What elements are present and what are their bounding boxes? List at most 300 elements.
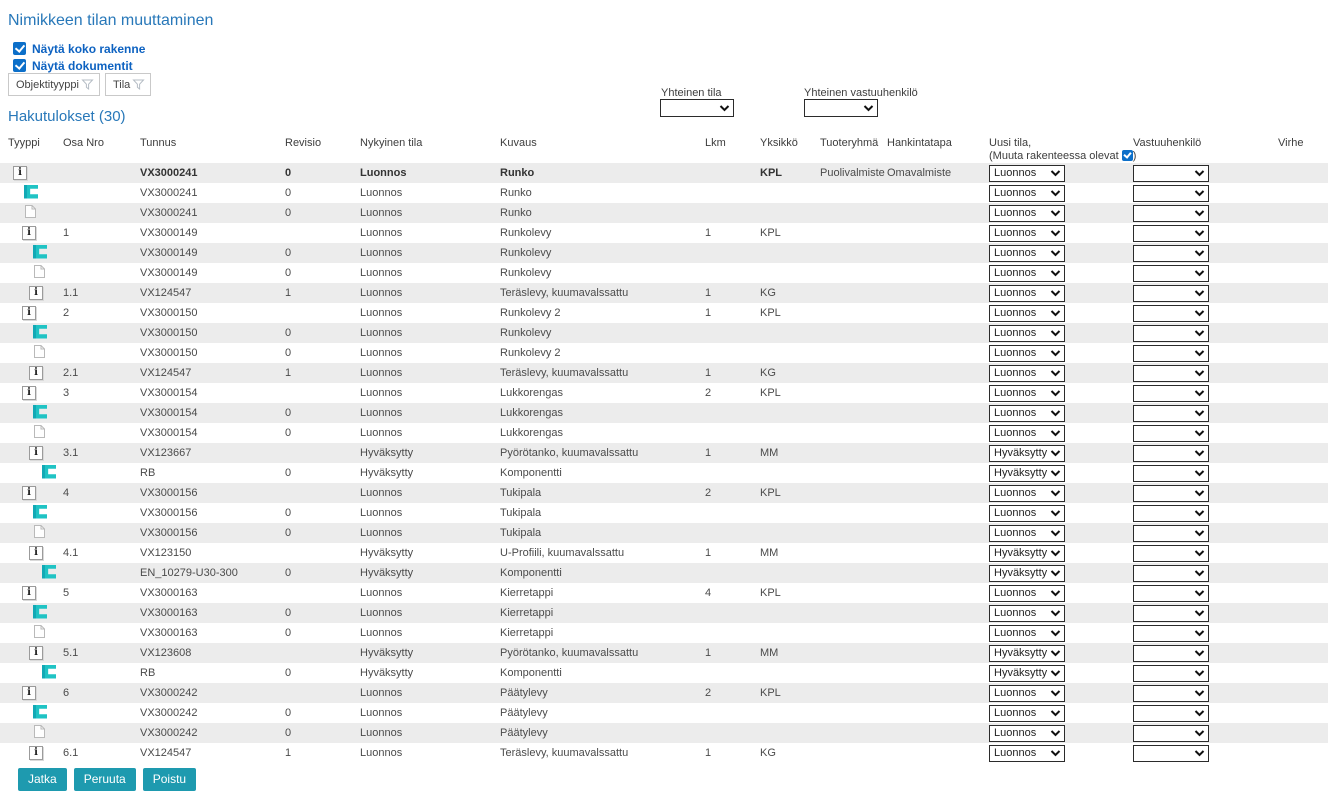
vastuuhenkilo-cell xyxy=(1130,683,1268,703)
table-row xyxy=(0,423,1328,443)
vastuuhenkilo-cell xyxy=(1130,283,1268,303)
table-header-row xyxy=(0,134,1328,163)
lkm-cell xyxy=(700,703,758,723)
uusi-tila-select[interactable]: Luonnos xyxy=(989,265,1065,282)
vastuuhenkilo-select[interactable] xyxy=(1133,185,1209,202)
column-header-nykyinen-tila: Nykyinen tila xyxy=(360,137,423,149)
tunnus-cell: VX3000154 xyxy=(140,427,198,439)
show-full-structure-option[interactable] xyxy=(13,40,145,57)
table-row xyxy=(0,523,1328,543)
uusi-tila-select[interactable]: Luonnos xyxy=(989,725,1065,742)
type-cell xyxy=(0,203,60,223)
page-title: Nimikkeen tilan muuttaminen xyxy=(8,12,214,29)
type-cell xyxy=(0,343,60,363)
kuvaus-cell: Komponentti xyxy=(500,667,562,679)
osa-nro-cell xyxy=(60,163,138,183)
chevron-down-icon xyxy=(1050,570,1061,577)
vastuuhenkilo-cell xyxy=(1130,623,1268,643)
nykyinen-tila-cell: Luonnos xyxy=(360,167,407,179)
type-cell xyxy=(0,703,60,723)
tuoteryhma-cell xyxy=(816,603,884,623)
type-cell xyxy=(0,263,60,283)
cad-model-icon xyxy=(33,605,47,619)
table-row xyxy=(0,283,1328,303)
yksikko-cell xyxy=(758,403,816,423)
info-icon[interactable] xyxy=(13,166,27,180)
uusi-tila-cell xyxy=(985,483,1130,503)
nykyinen-tila-cell: Luonnos xyxy=(360,267,403,279)
type-cell xyxy=(0,643,60,663)
status-filter-button[interactable] xyxy=(105,73,151,96)
tuoteryhma-cell xyxy=(816,303,884,323)
osa-nro-cell: 6.1 xyxy=(63,747,79,759)
tunnus-cell: VX124547 xyxy=(140,287,192,299)
uusi-tila-cell xyxy=(985,163,1130,183)
revisio-cell xyxy=(283,583,358,603)
nykyinen-tila-cell: Luonnos xyxy=(360,247,403,259)
hankintatapa-cell xyxy=(884,703,985,723)
chevron-down-icon xyxy=(1194,290,1205,297)
type-cell xyxy=(0,503,60,523)
vastuuhenkilo-cell xyxy=(1130,243,1268,263)
info-icon[interactable] xyxy=(29,746,43,760)
tunnus-cell: VX3000149 xyxy=(140,227,198,239)
vastuuhenkilo-select[interactable] xyxy=(1133,165,1209,182)
uusi-tila-select[interactable]: Luonnos xyxy=(989,745,1065,762)
tuoteryhma-cell xyxy=(816,223,884,243)
lkm-cell xyxy=(700,463,758,483)
kuvaus-cell: Tukipala xyxy=(500,507,542,519)
uusi-tila-select[interactable]: Luonnos xyxy=(989,205,1065,222)
lkm-cell: 1 xyxy=(705,227,712,239)
hankintatapa-cell xyxy=(884,423,985,443)
info-icon[interactable] xyxy=(29,366,43,380)
type-cell xyxy=(0,563,60,583)
table-row xyxy=(0,223,1328,243)
lkm-cell xyxy=(700,263,758,283)
uusi-tila-select[interactable]: Luonnos xyxy=(989,585,1065,602)
uusi-tila-cell xyxy=(985,563,1130,583)
uusi-tila-cell xyxy=(985,603,1130,623)
tunnus-cell: VX124547 xyxy=(140,367,192,379)
lkm-cell xyxy=(700,163,758,183)
type-cell xyxy=(0,583,60,603)
tunnus-cell: VX3000241 xyxy=(140,187,198,199)
uusi-tila-cell xyxy=(985,183,1130,203)
nykyinen-tila-cell: Luonnos xyxy=(360,687,403,699)
revisio-cell xyxy=(283,383,358,403)
revisio-cell: 0 xyxy=(285,467,292,479)
chevron-down-icon xyxy=(1050,670,1061,677)
type-cell xyxy=(0,663,60,683)
hankintatapa-cell xyxy=(884,443,985,463)
vastuuhenkilo-cell xyxy=(1130,583,1268,603)
vastuuhenkilo-select[interactable] xyxy=(1133,505,1209,522)
uusi-tila-cell xyxy=(985,743,1130,763)
vastuuhenkilo-select[interactable] xyxy=(1133,245,1209,262)
nykyinen-tila-cell: Luonnos xyxy=(360,727,403,739)
uusi-tila-cell xyxy=(985,723,1130,743)
nykyinen-tila-cell: Luonnos xyxy=(360,507,403,519)
virhe-cell xyxy=(1268,283,1328,303)
kuvaus-cell: Päätylevy xyxy=(500,727,548,739)
type-cell xyxy=(0,523,60,543)
nykyinen-tila-cell: Luonnos xyxy=(360,627,403,639)
table-row xyxy=(0,703,1328,723)
revisio-cell: 1 xyxy=(285,287,292,299)
vastuuhenkilo-select[interactable] xyxy=(1133,485,1209,502)
nykyinen-tila-cell: Hyväksytty xyxy=(360,567,414,579)
vastuuhenkilo-select[interactable] xyxy=(1133,465,1209,482)
vastuuhenkilo-select[interactable] xyxy=(1133,685,1209,702)
vastuuhenkilo-select[interactable] xyxy=(1133,265,1209,282)
column-header-yksikko: Yksikkö xyxy=(760,137,798,149)
osa-nro-cell xyxy=(60,703,138,723)
table-row xyxy=(0,343,1328,363)
uusi-tila-select[interactable]: Luonnos xyxy=(989,365,1065,382)
uusi-tila-select[interactable]: Luonnos xyxy=(989,505,1065,522)
kuvaus-cell: Runkolevy 2 xyxy=(500,307,561,319)
info-icon[interactable] xyxy=(22,386,36,400)
nykyinen-tila-cell: Luonnos xyxy=(360,407,403,419)
tuoteryhma-cell xyxy=(816,623,884,643)
vastuuhenkilo-cell xyxy=(1130,743,1268,763)
uusi-tila-select[interactable]: Hyväksytty xyxy=(989,445,1065,462)
osa-nro-cell: 2.1 xyxy=(63,367,79,379)
uusi-tila-select[interactable]: Luonnos xyxy=(989,225,1065,242)
uusi-tila-select[interactable]: Luonnos xyxy=(989,345,1065,362)
column-header-hankintatapa: Hankintatapa xyxy=(887,137,952,149)
vastuuhenkilo-select[interactable] xyxy=(1133,365,1209,382)
hankintatapa-cell xyxy=(884,403,985,423)
yksikko-cell xyxy=(758,623,816,643)
virhe-cell xyxy=(1268,403,1328,423)
revisio-cell xyxy=(283,223,358,243)
virhe-cell xyxy=(1268,643,1328,663)
vastuuhenkilo-select[interactable] xyxy=(1133,645,1209,662)
type-cell xyxy=(0,163,60,183)
hankintatapa-cell xyxy=(884,683,985,703)
info-icon[interactable] xyxy=(29,286,43,300)
chevron-down-icon xyxy=(1194,610,1205,617)
lkm-cell: 1 xyxy=(705,367,712,379)
vastuuhenkilo-select[interactable] xyxy=(1133,285,1209,302)
uusi-tila-select[interactable]: Hyväksytty xyxy=(989,645,1065,662)
lkm-cell xyxy=(700,623,758,643)
nykyinen-tila-cell: Luonnos xyxy=(360,307,403,319)
lkm-cell xyxy=(700,403,758,423)
document-icon xyxy=(33,624,46,639)
virhe-cell xyxy=(1268,663,1328,683)
funnel-icon xyxy=(132,79,145,91)
muuta-rakenteessa-checkbox[interactable] xyxy=(1122,150,1133,161)
info-icon[interactable] xyxy=(29,546,43,560)
uusi-tila-cell xyxy=(985,403,1130,423)
osa-nro-cell xyxy=(60,243,138,263)
tuoteryhma-cell xyxy=(816,483,884,503)
virhe-cell xyxy=(1268,603,1328,623)
uusi-tila-select[interactable]: Hyväksytty xyxy=(989,465,1065,482)
nykyinen-tila-cell: Luonnos xyxy=(360,607,403,619)
vastuuhenkilo-select[interactable] xyxy=(1133,665,1209,682)
osa-nro-cell xyxy=(60,323,138,343)
type-cell xyxy=(0,623,60,643)
uusi-tila-cell xyxy=(985,503,1130,523)
kuvaus-cell: Runko xyxy=(500,167,535,179)
vastuuhenkilo-select[interactable] xyxy=(1133,725,1209,742)
chevron-down-icon xyxy=(1194,750,1205,757)
table-row xyxy=(0,383,1328,403)
info-icon[interactable] xyxy=(22,686,36,700)
lkm-cell xyxy=(700,183,758,203)
uusi-tila-select[interactable]: Luonnos xyxy=(989,685,1065,702)
yksikko-cell xyxy=(758,723,816,743)
kuvaus-cell: Kierretappi xyxy=(500,587,554,599)
virhe-cell xyxy=(1268,343,1328,363)
tuoteryhma-cell xyxy=(816,203,884,223)
kuvaus-cell: Tukipala xyxy=(500,487,542,499)
chevron-down-icon xyxy=(1194,370,1205,377)
action-buttons xyxy=(18,768,196,791)
osa-nro-cell xyxy=(60,723,138,743)
yksikko-cell: MM xyxy=(760,547,779,559)
tuoteryhma-cell xyxy=(816,403,884,423)
chevron-down-icon xyxy=(1050,310,1061,317)
info-icon[interactable] xyxy=(22,586,36,600)
vastuuhenkilo-cell xyxy=(1130,163,1268,183)
yksikko-cell: KPL xyxy=(760,227,781,239)
revisio-cell: 0 xyxy=(285,627,292,639)
vastuuhenkilo-cell xyxy=(1130,343,1268,363)
chevron-down-icon xyxy=(1050,630,1061,637)
osa-nro-cell: 6 xyxy=(63,687,70,699)
uusi-tila-select[interactable]: Luonnos xyxy=(989,425,1065,442)
uusi-tila-select[interactable]: Luonnos xyxy=(989,605,1065,622)
revisio-cell: 0 xyxy=(285,347,292,359)
table-row xyxy=(0,163,1328,183)
kuvaus-cell: Komponentti xyxy=(500,467,562,479)
type-cell xyxy=(0,723,60,743)
kuvaus-cell: Runkolevy xyxy=(500,267,552,279)
osa-nro-cell: 4 xyxy=(63,487,70,499)
uusi-tila-select[interactable]: Luonnos xyxy=(989,245,1065,262)
uusi-tila-select[interactable]: Luonnos xyxy=(989,485,1065,502)
type-cell xyxy=(0,323,60,343)
kuvaus-cell: Kierretappi xyxy=(500,627,554,639)
vastuuhenkilo-select[interactable] xyxy=(1133,585,1209,602)
cad-model-icon xyxy=(24,185,38,199)
vastuuhenkilo-select[interactable] xyxy=(1133,625,1209,642)
poistu-button[interactable]: Poistu xyxy=(143,768,196,791)
vastuuhenkilo-select[interactable] xyxy=(1133,525,1209,542)
uusi-tila-select[interactable]: Luonnos xyxy=(989,165,1065,182)
type-cell xyxy=(0,183,60,203)
virhe-cell xyxy=(1268,383,1328,403)
uusi-tila-cell xyxy=(985,443,1130,463)
virhe-cell xyxy=(1268,523,1328,543)
revisio-cell xyxy=(283,543,358,563)
show-documents-option[interactable] xyxy=(13,57,145,74)
hankintatapa-cell xyxy=(884,243,985,263)
chevron-down-icon xyxy=(1194,350,1205,357)
revisio-cell: 0 xyxy=(285,667,292,679)
tunnus-cell: VX3000154 xyxy=(140,407,198,419)
table-row xyxy=(0,403,1328,423)
vastuuhenkilo-select[interactable] xyxy=(1133,405,1209,422)
virhe-cell xyxy=(1268,543,1328,563)
uusi-tila-select[interactable]: Luonnos xyxy=(989,285,1065,302)
chevron-down-icon xyxy=(1194,310,1205,317)
revisio-cell: 0 xyxy=(285,567,292,579)
chevron-down-icon xyxy=(1194,630,1205,637)
vastuuhenkilo-select[interactable] xyxy=(1133,305,1209,322)
vastuuhenkilo-select[interactable] xyxy=(1133,565,1209,582)
uusi-tila-cell xyxy=(985,383,1130,403)
uusi-tila-select[interactable]: Luonnos xyxy=(989,385,1065,402)
common-person-select[interactable] xyxy=(804,99,878,117)
yksikko-cell xyxy=(758,603,816,623)
common-status-label: Yhteinen tila xyxy=(661,87,722,99)
uusi-tila-select[interactable]: Luonnos xyxy=(989,185,1065,202)
vastuuhenkilo-select[interactable] xyxy=(1133,325,1209,342)
vastuuhenkilo-select[interactable] xyxy=(1133,445,1209,462)
kuvaus-cell: Teräslevy, kuumavalssattu xyxy=(500,287,629,299)
type-cell xyxy=(0,403,60,423)
uusi-tila-select[interactable]: Luonnos xyxy=(989,525,1065,542)
tunnus-cell: VX3000241 xyxy=(140,167,198,179)
chevron-down-icon xyxy=(1050,730,1061,737)
tunnus-cell: VX3000241 xyxy=(140,207,198,219)
uusi-tila-cell xyxy=(985,683,1130,703)
uusi-tila-select[interactable]: Hyväksytty xyxy=(989,665,1065,682)
yksikko-cell: KPL xyxy=(760,487,781,499)
kuvaus-cell: Teräslevy, kuumavalssattu xyxy=(500,367,629,379)
column-header-vastuuhenkilo: Vastuuhenkilö xyxy=(1133,137,1202,149)
vastuuhenkilo-cell xyxy=(1130,703,1268,723)
peruuta-button[interactable]: Peruuta xyxy=(74,768,136,791)
cad-model-icon xyxy=(33,245,47,259)
uusi-tila-select[interactable]: Hyväksytty xyxy=(989,545,1065,562)
vastuuhenkilo-select[interactable] xyxy=(1133,385,1209,402)
uusi-tila-cell xyxy=(985,343,1130,363)
osa-nro-cell xyxy=(60,663,138,683)
hankintatapa-cell xyxy=(884,363,985,383)
jatka-button[interactable]: Jatka xyxy=(18,768,67,791)
tunnus-cell: VX3000150 xyxy=(140,347,198,359)
uusi-tila-select[interactable]: Luonnos xyxy=(989,705,1065,722)
column-header-tuoteryhma: Tuoteryhmä xyxy=(820,137,879,149)
uusi-tila-select[interactable]: Luonnos xyxy=(989,325,1065,342)
hankintatapa-cell xyxy=(884,203,985,223)
osa-nro-cell: 5.1 xyxy=(63,647,79,659)
table-row xyxy=(0,243,1328,263)
osa-nro-cell xyxy=(60,403,138,423)
virhe-cell xyxy=(1268,583,1328,603)
tunnus-cell: VX3000154 xyxy=(140,387,198,399)
vastuuhenkilo-cell xyxy=(1130,663,1268,683)
kuvaus-cell: Komponentti xyxy=(500,567,562,579)
vastuuhenkilo-select[interactable] xyxy=(1133,705,1209,722)
tuoteryhma-cell xyxy=(816,523,884,543)
virhe-cell xyxy=(1268,163,1328,183)
yksikko-cell: KPL xyxy=(760,587,781,599)
hankintatapa-cell xyxy=(884,723,985,743)
osa-nro-cell: 5 xyxy=(63,587,70,599)
tuoteryhma-cell xyxy=(816,283,884,303)
revisio-cell: 0 xyxy=(285,607,292,619)
cad-model-icon xyxy=(42,665,56,679)
tunnus-cell: RB xyxy=(140,667,156,679)
tuoteryhma-cell xyxy=(816,443,884,463)
document-icon xyxy=(24,204,37,219)
hankintatapa-cell xyxy=(884,343,985,363)
vastuuhenkilo-select[interactable] xyxy=(1133,745,1209,762)
uusi-tila-select[interactable]: Luonnos xyxy=(989,625,1065,642)
info-icon[interactable] xyxy=(22,306,36,320)
object-type-filter-button[interactable] xyxy=(8,73,100,96)
vastuuhenkilo-select[interactable] xyxy=(1133,205,1209,222)
vastuuhenkilo-select[interactable] xyxy=(1133,425,1209,442)
cad-model-icon xyxy=(33,325,47,339)
vastuuhenkilo-cell xyxy=(1130,363,1268,383)
yksikko-cell xyxy=(758,323,816,343)
info-icon[interactable] xyxy=(29,646,43,660)
vastuuhenkilo-select[interactable] xyxy=(1133,545,1209,562)
uusi-tila-select[interactable]: Hyväksytty xyxy=(989,565,1065,582)
revisio-cell: 0 xyxy=(285,427,292,439)
kuvaus-cell: Pyörötanko, kuumavalssattu xyxy=(500,647,639,659)
vastuuhenkilo-select[interactable] xyxy=(1133,225,1209,242)
kuvaus-cell: Runkolevy 2 xyxy=(500,347,561,359)
info-icon[interactable] xyxy=(22,226,36,240)
hankintatapa-cell xyxy=(884,663,985,683)
nykyinen-tila-cell: Luonnos xyxy=(360,747,403,759)
nykyinen-tila-cell: Luonnos xyxy=(360,227,403,239)
lkm-cell: 4 xyxy=(705,587,712,599)
show-full-structure-checkbox[interactable] xyxy=(13,42,26,55)
revisio-cell xyxy=(283,483,358,503)
uusi-tila-select[interactable]: Luonnos xyxy=(989,405,1065,422)
cad-model-icon xyxy=(33,505,47,519)
vastuuhenkilo-select[interactable] xyxy=(1133,605,1209,622)
vastuuhenkilo-cell xyxy=(1130,303,1268,323)
vastuuhenkilo-select[interactable] xyxy=(1133,345,1209,362)
chevron-down-icon xyxy=(863,105,874,112)
table-row xyxy=(0,643,1328,663)
change-in-structure-option: (Muuta rakenteessa olevat ) xyxy=(989,150,1137,162)
tuoteryhma-cell xyxy=(816,423,884,443)
table-row xyxy=(0,563,1328,583)
tunnus-cell: EN_10279-U30-300 xyxy=(140,567,238,579)
common-status-select[interactable] xyxy=(660,99,734,117)
show-documents-checkbox[interactable] xyxy=(13,59,26,72)
vastuuhenkilo-cell xyxy=(1130,543,1268,563)
vastuuhenkilo-cell xyxy=(1130,203,1268,223)
chevron-down-icon xyxy=(1194,270,1205,277)
info-icon[interactable] xyxy=(29,446,43,460)
chevron-down-icon xyxy=(1194,390,1205,397)
chevron-down-icon xyxy=(1194,530,1205,537)
uusi-tila-cell xyxy=(985,523,1130,543)
chevron-down-icon xyxy=(1050,230,1061,237)
chevron-down-icon xyxy=(1050,170,1061,177)
info-icon[interactable] xyxy=(22,486,36,500)
yksikko-cell xyxy=(758,423,816,443)
uusi-tila-select[interactable]: Luonnos xyxy=(989,305,1065,322)
chevron-down-icon xyxy=(1194,250,1205,257)
table-row xyxy=(0,663,1328,683)
chevron-down-icon xyxy=(1050,710,1061,717)
